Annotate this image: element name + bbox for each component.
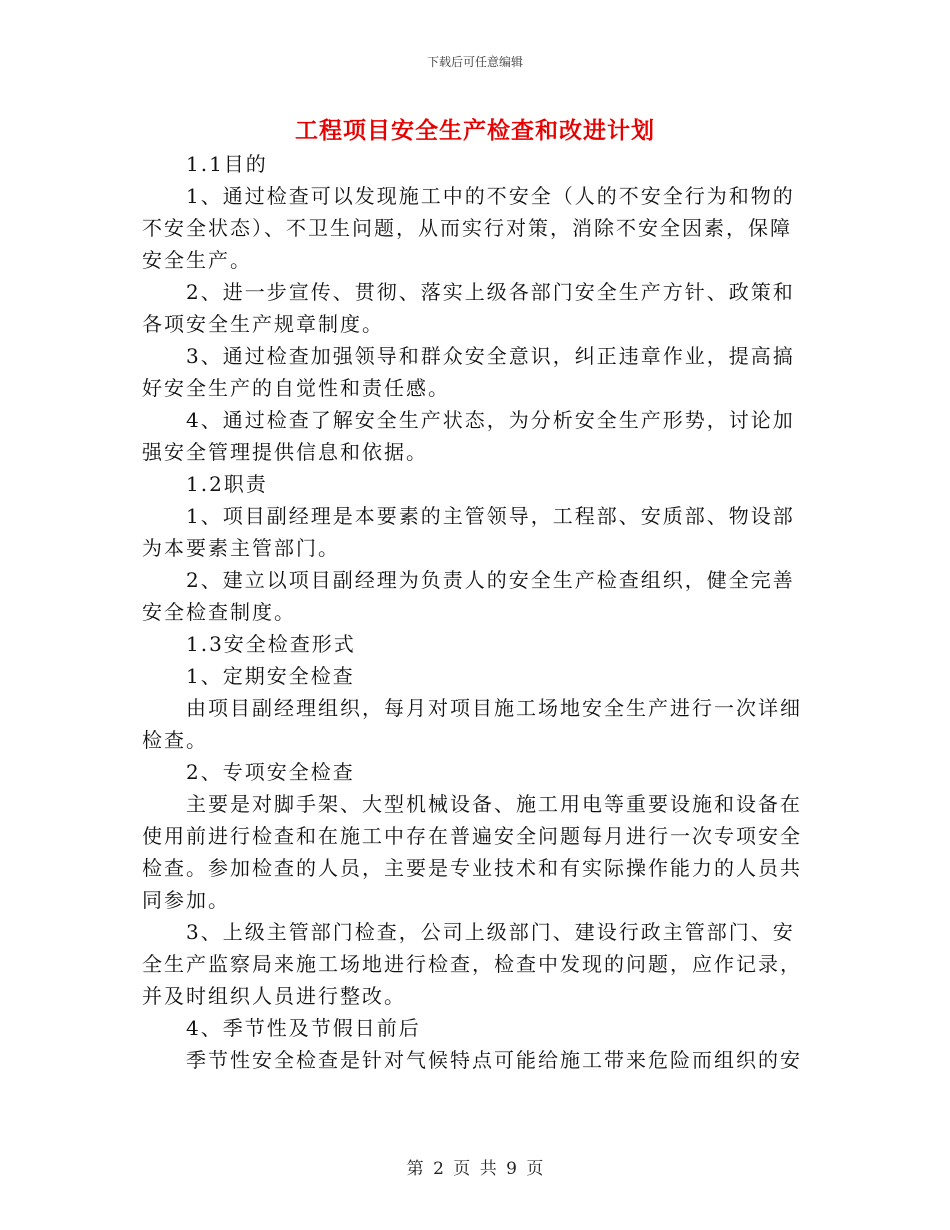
paragraph: 主要是对脚手架、大型机械设备、施工用电等重要设施和设备在使用前进行检查和在施工中存在普遍安全问题每月进行一次专项安全检查。参加检查的人员，主要是专业技术和有实际操作能力的人员共同参加。 — [142, 792, 802, 912]
section-heading-purpose: 1.1目的 — [186, 152, 268, 176]
section-heading-responsibilities: 1.2职责 — [186, 472, 268, 496]
page-number-footer: 第 2 页 共 9 页 — [406, 1159, 544, 1179]
paragraph: 季节性安全检查是针对气候特点可能给施工带来危险而组织的安 — [186, 1048, 802, 1072]
subsection-heading: 2、专项安全检查 — [186, 760, 355, 784]
section-heading-inspection-forms: 1.3安全检查形式 — [186, 632, 356, 656]
subsection-heading: 1、定期安全检查 — [186, 664, 355, 688]
paragraph: 1、通过检查可以发现施工中的不安全（人的不安全行为和物的不安全状态）、不卫生问题，从而实行对策，消除不安全因素，保障安全生产。 — [142, 184, 795, 272]
paragraph: 3、上级主管部门检查，公司上级部门、建设行政主管部门、安全生产监察局来施工场地进行检查，检查中发现的问题，应作记录，并及时组织人员进行整改。 — [142, 920, 802, 1008]
paragraph: 2、进一步宣传、贯彻、落实上级各部门安全生产方针、政策和各项安全生产规章制度。 — [142, 280, 795, 336]
document-body — [142, 148, 812, 1076]
paragraph: 由项目副经理组织，每月对项目施工场地安全生产进行一次详细检查。 — [142, 696, 802, 752]
paragraph: 1、项目副经理是本要素的主管领导，工程部、安质部、物设部为本要素主管部门。 — [142, 504, 795, 560]
paragraph: 3、通过检查加强领导和群众安全意识，纠正违章作业，提高搞好安全生产的自觉性和责任感。 — [142, 344, 795, 400]
page-header-note: 下载后可任意编辑 — [426, 55, 523, 69]
subsection-heading: 4、季节性及节假日前后 — [186, 1016, 421, 1040]
paragraph: 2、建立以项目副经理为负责人的安全生产检查组织，健全完善安全检查制度。 — [142, 568, 795, 624]
paragraph: 4、通过检查了解安全生产状态，为分析安全生产形势，讨论加强安全管理提供信息和依据。 — [142, 408, 795, 464]
document-title: 工程项目安全生产检查和改进计划 — [295, 118, 655, 144]
